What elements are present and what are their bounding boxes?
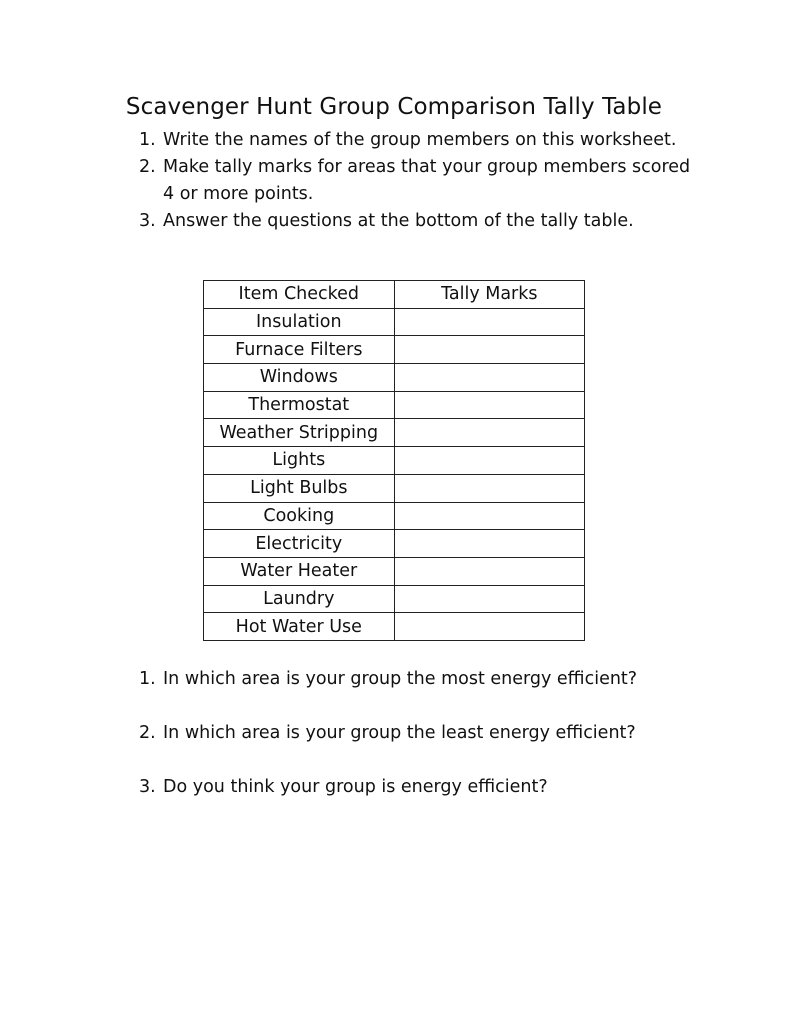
item-checked-cell: Windows (204, 364, 395, 392)
question-text: In which area is your group the least energy efficient? (163, 723, 636, 743)
table-row (204, 364, 585, 392)
instructions-list (139, 127, 699, 235)
item-checked-cell: Cooking (204, 502, 395, 530)
question-text: In which area is your group the most energy efficient? (163, 669, 638, 689)
header-tally-marks: Tally Marks (394, 281, 584, 309)
table-row (204, 336, 585, 364)
question-item (139, 774, 739, 801)
item-checked-cell: Laundry (204, 585, 395, 613)
question-item (139, 666, 739, 693)
instruction-text: Answer the questions at the bottom of the tally table. (163, 211, 634, 231)
item-checked-cell: Weather Stripping (204, 419, 395, 447)
tally-marks-cell[interactable] (394, 391, 584, 419)
question-text: Do you think your group is energy efficient? (163, 777, 548, 797)
tally-marks-cell[interactable] (394, 585, 584, 613)
question-item (139, 720, 739, 747)
tally-marks-cell[interactable] (394, 557, 584, 585)
tally-marks-cell[interactable] (394, 502, 584, 530)
item-checked-cell: Thermostat (204, 391, 395, 419)
tally-marks-cell[interactable] (394, 419, 584, 447)
table-row (204, 447, 585, 475)
instruction-item (139, 127, 699, 154)
instruction-number: 1. (139, 130, 156, 150)
table-header-row (204, 281, 585, 309)
item-checked-cell: Light Bulbs (204, 474, 395, 502)
table-row (204, 419, 585, 447)
table-row (204, 474, 585, 502)
page-title: Scavenger Hunt Group Comparison Tally Table (125, 94, 663, 120)
tally-marks-cell[interactable] (394, 474, 584, 502)
tally-marks-cell[interactable] (394, 336, 584, 364)
table-row (204, 391, 585, 419)
table-row (204, 585, 585, 613)
questions-list (139, 666, 739, 828)
table-row (204, 613, 585, 641)
table-row (204, 530, 585, 558)
instruction-text: Write the names of the group members on this worksheet. (163, 130, 677, 150)
tally-marks-cell[interactable] (394, 308, 584, 336)
item-checked-cell: Water Heater (204, 557, 395, 585)
header-item-checked: Item Checked (204, 281, 395, 309)
item-checked-cell: Hot Water Use (204, 613, 395, 641)
table-row (204, 502, 585, 530)
instruction-number: 2. (139, 157, 156, 177)
tally-marks-cell[interactable] (394, 613, 584, 641)
table-row (204, 308, 585, 336)
item-checked-cell: Lights (204, 447, 395, 475)
item-checked-cell: Furnace Filters (204, 336, 395, 364)
tally-table-body (204, 308, 585, 640)
instruction-number: 3. (139, 211, 156, 231)
instruction-text: Make tally marks for areas that your group members scored 4 or more points. (163, 157, 691, 204)
question-number: 1. (139, 669, 156, 689)
question-number: 2. (139, 723, 156, 743)
question-number: 3. (139, 777, 156, 797)
tally-marks-cell[interactable] (394, 530, 584, 558)
item-checked-cell: Insulation (204, 308, 395, 336)
tally-marks-cell[interactable] (394, 447, 584, 475)
instruction-item (139, 208, 699, 235)
instruction-item (139, 154, 699, 208)
table-row (204, 557, 585, 585)
tally-table (203, 280, 585, 641)
item-checked-cell: Electricity (204, 530, 395, 558)
tally-marks-cell[interactable] (394, 364, 584, 392)
